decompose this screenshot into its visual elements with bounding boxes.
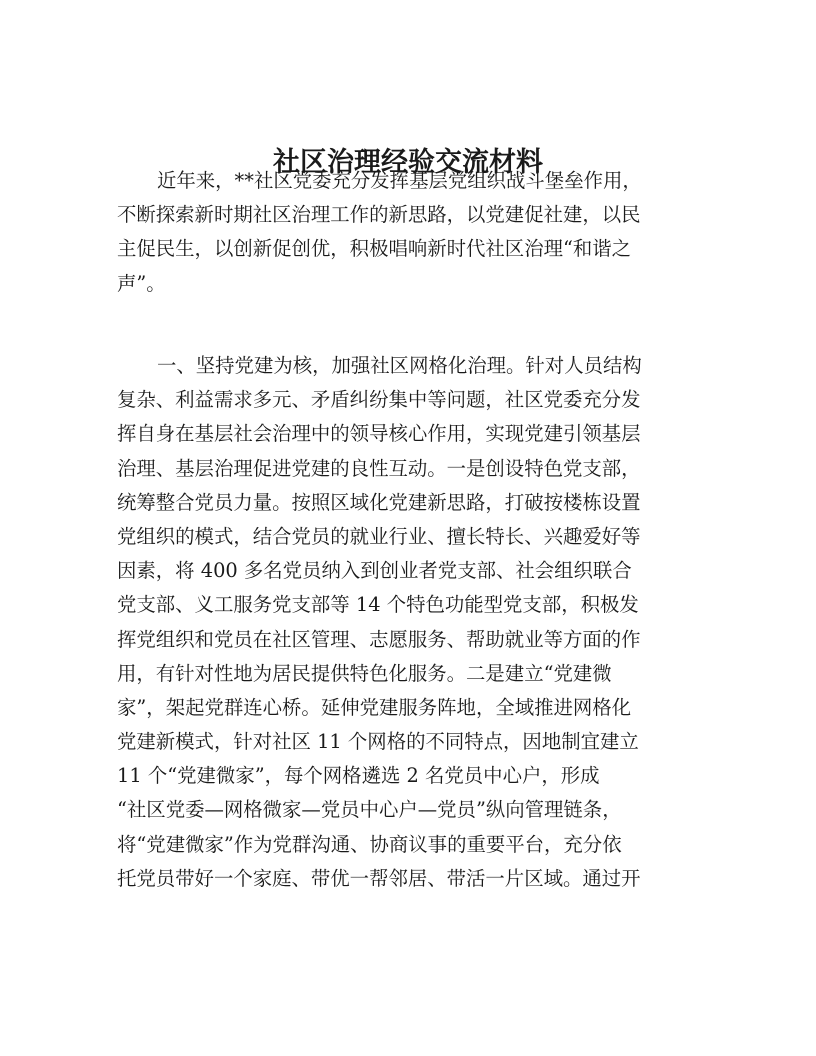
text-line: 不断探索新时期社区治理工作的新思路，以党建促社建，以民: [117, 203, 641, 227]
text-line: 将“党建微家”作为党群沟通、协商议事的重要平台，充分依: [117, 832, 622, 856]
text-line: 家”，架起党群连心桥。延伸党建服务阵地，全域推进网格化: [117, 695, 632, 719]
text-line: 主促民生，以创新促创优，积极唱响新时代社区治理“和谐之: [117, 237, 632, 261]
text-line: “社区党委—网格微家—党员中心户—党员”纵向管理链条，: [117, 798, 622, 822]
text-line: 托党员带好一个家庭、带优一帮邻居、带活一片区域。通过开: [117, 866, 641, 890]
paragraph-section-one: [117, 349, 642, 896]
text-line: 党建新模式，针对社区 11 个网格的不同特点，因地制宜建立: [117, 730, 639, 754]
text-line: 挥自身在基层社会治理中的领导核心作用，实现党建引领基层: [117, 422, 641, 446]
text-line: 11 个“党建微家”，每个网格遴选 2 名党员中心户，形成: [117, 764, 600, 788]
text-line: 党支部、义工服务党支部等 14 个特色功能型党支部，积极发: [117, 593, 639, 617]
text-line: 用，有针对性地为居民提供特色化服务。二是建立“党建微: [117, 661, 612, 685]
text-line: 一、坚持党建为核，加强社区网格化治理。针对人员结构: [157, 354, 642, 377]
text-line: 挥党组织和党员在社区管理、志愿服务、帮助就业等方面的作: [117, 627, 641, 651]
text-line: 治理、基层治理促进党建的良性互动。一是创设特色党支部，: [117, 456, 641, 480]
text-line: 统筹整合党员力量。按照区域化党建新思路，打破按楼栋设置: [117, 490, 641, 514]
text-line: 复杂、利益需求多元、矛盾纠纷集中等问题，社区党委充分发: [117, 388, 641, 412]
document-title: 社区治理经验交流材料: [273, 147, 543, 178]
paragraph-intro: [117, 164, 642, 301]
text-line: 党组织的模式，结合党员的就业行业、擅长特长、兴趣爱好等: [117, 524, 641, 548]
text-line: 声”。: [117, 271, 166, 295]
text-line: 因素，将 400 多名党员纳入到创业者党支部、社会组织联合: [117, 559, 632, 583]
text-line: 近年来，**社区党委充分发挥基层党组织战斗堡垒作用，: [157, 169, 642, 192]
